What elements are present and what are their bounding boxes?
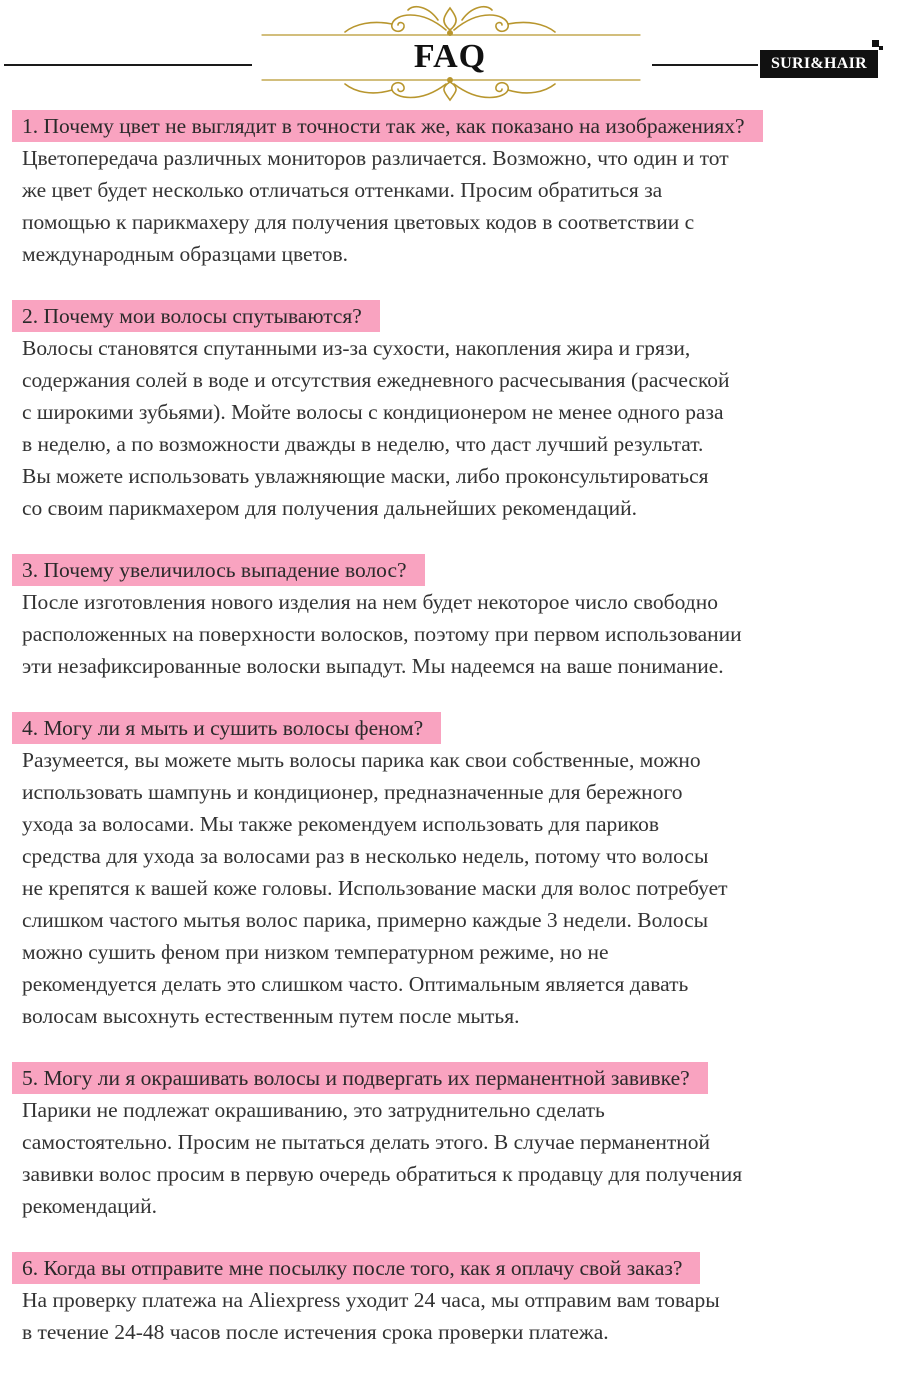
answer-line: Разумеется, вы можете мыть волосы парика как свои собственные, можно	[22, 748, 701, 772]
answer-line: средства для ухода за волосами раз в несколько недель, потому что волосы	[22, 844, 709, 868]
answer-line: содержания солей в воде и отсутствия ежедневного расчесывания (расческой	[22, 368, 730, 392]
answer-line: можно сушить феном при низком температурном режиме, но не	[22, 940, 609, 964]
faq-question: 2. Почему мои волосы спутываются?	[12, 300, 380, 332]
faq-title: FAQ	[413, 38, 487, 75]
answer-line: рекомендаций.	[22, 1194, 158, 1218]
answer-line: использовать шампунь и кондиционер, предназначенные для бережного	[22, 780, 683, 804]
faq-item	[12, 712, 888, 1032]
faq-item	[12, 1062, 888, 1222]
faq-answer	[12, 1094, 888, 1222]
faq-question: 4. Могу ли я мыть и сушить волосы феном?	[12, 712, 441, 744]
answer-line: со своим парикмахером для получения дальнейших рекомендаций.	[22, 496, 638, 520]
answer-line: расположенных на поверхности волосков, поэтому при первом использовании	[22, 622, 742, 646]
faq-answer	[12, 744, 888, 1032]
answer-line: международным образцами цветов.	[22, 242, 348, 266]
answer-line: слишком частого мытья волос парика, примерно каждые 3 недели. Волосы	[22, 908, 709, 932]
answer-line: волосам высохнуть естественным путем после мытья.	[22, 1004, 520, 1028]
answer-line: завивки волос просим в первую очередь обратиться к продавцу для получения	[22, 1162, 743, 1186]
answer-line: не крепятся к вашей коже головы. Использование маски для волос потребует	[22, 876, 728, 900]
faq-question: 3. Почему увеличилось выпадение волос?	[12, 554, 425, 586]
answer-line: помощью к парикмахеру для получения цветовых кодов в соответствии с	[22, 210, 695, 234]
faq-item	[12, 110, 888, 270]
answer-line: эти незафиксированные волоски выпадут. Мы надеемся на ваше понимание.	[22, 654, 724, 678]
faq-answer	[12, 586, 888, 682]
faq-question: 1. Почему цвет не выглядит в точности так же, как показано на изображениях?	[12, 110, 763, 142]
answer-line: После изготовления нового изделия на нем будет некоторое число свободно	[22, 590, 718, 614]
faq-list	[12, 110, 888, 1378]
answer-line: рекомендуется делать это слишком часто. Оптимальным является давать	[22, 972, 689, 996]
answer-line: Волосы становятся спутанными из-за сухости, накопления жира и грязи,	[22, 336, 691, 360]
faq-item	[12, 300, 888, 524]
faq-question: 5. Могу ли я окрашивать волосы и подвергать их перманентной завивке?	[12, 1062, 708, 1094]
answer-line: в течение 24-48 часов после истечения срока проверки платежа.	[22, 1320, 609, 1344]
answer-line: же цвет будет несколько отличаться оттенками. Просим обратиться за	[22, 178, 663, 202]
faq-item	[12, 554, 888, 682]
answer-line: ухода за волосами. Мы также рекомендуем использовать для париков	[22, 812, 660, 836]
answer-line: с широкими зубьями). Мойте волосы с кондиционером не менее одного раза	[22, 400, 724, 424]
faq-header	[0, 0, 900, 110]
answer-line: Вы можете использовать увлажняющие маски, либо проконсультироваться	[22, 464, 709, 488]
faq-question: 6. Когда вы отправите мне посылку после того, как я оплачу свой заказ?	[12, 1252, 700, 1284]
answer-line: самостоятельно. Просим не пытаться делать этого. В случае перманентной	[22, 1130, 711, 1154]
brand-corner-mark	[872, 40, 879, 47]
answer-line: На проверку платежа на Aliexpress уходит 24 часа, мы отправим вам товары	[22, 1288, 720, 1312]
answer-line: Парики не подлежат окрашиванию, это затруднительно сделать	[22, 1098, 605, 1122]
answer-line: в неделю, а по возможности дважды в неделю, что даст лучший результат.	[22, 432, 704, 456]
faq-answer	[12, 332, 888, 524]
brand-logo: SURI&HAIR	[760, 50, 878, 78]
answer-line: Цветопередача различных мониторов различается. Возможно, что один и тот	[22, 146, 729, 170]
faq-answer	[12, 1284, 888, 1348]
faq-item	[12, 1252, 888, 1348]
brand-corner-mark	[879, 46, 883, 50]
faq-answer	[12, 142, 888, 270]
